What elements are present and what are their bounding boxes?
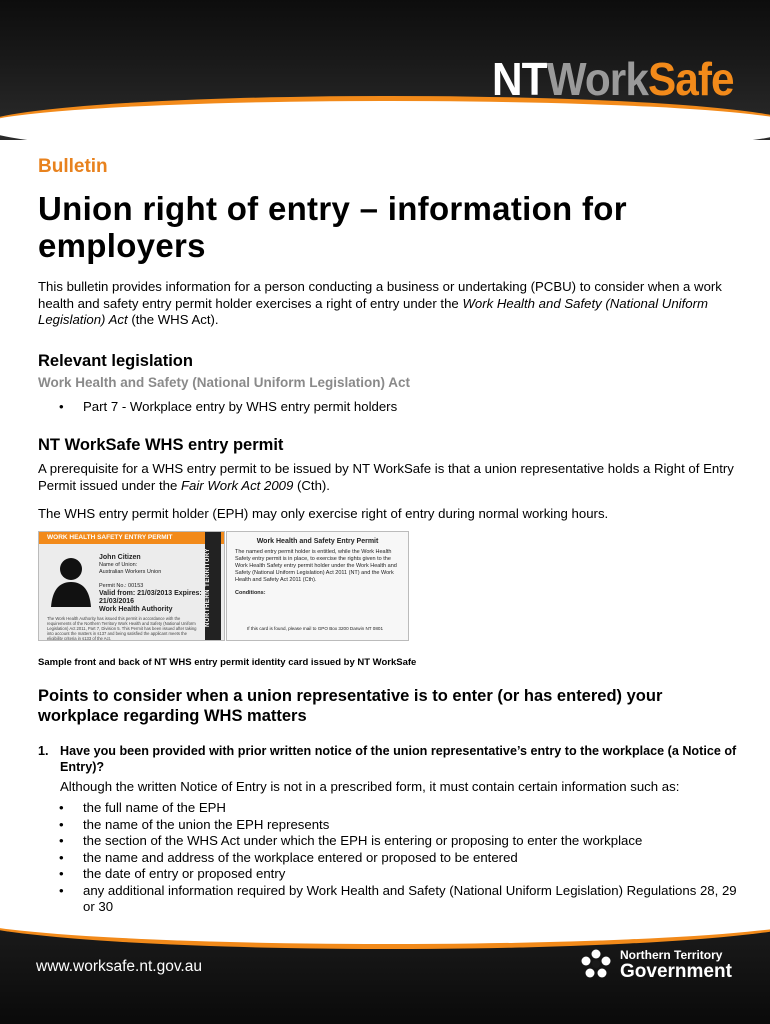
nt-worksafe-logo: NTWorkSafe xyxy=(492,53,734,105)
card-side-bar: NORTHERN TERRITORY xyxy=(205,532,221,641)
list-item: • the name and address of the workplace entered or proposed to be entered xyxy=(38,850,738,867)
question-1-body: Although the written Notice of Entry is not in a prescribed form, it must contain certain information such as: xyxy=(60,778,680,794)
card-strip: WORK HEALTH SAFETY ENTRY PERMIT xyxy=(39,532,225,544)
list-item: • the name of the union the EPH represents xyxy=(38,817,738,834)
card-front-footnote: The Work Health Authority has issued this permit in accordance with the requirements of the Northern Territory Work Health and Safety (National Uniform Legislation) Act 2011, Part 7, Division 5. This Permit has been issued after taking into account the matters in s137 and being satisfied the applicant meets the eligibility criteria in s133 of the Act. xyxy=(47,615,197,641)
permit-card-back: Work Health and Safety Entry Permit The named entry permit holder is entitled, while the Work Health Safety entry permit is in place, to exercise the rights given to the Work Health Safety entry permit holder under the Work Health and Safety (National Uniform Legislation) Act 2011 (NT) and the Work Health and Safety Act 2011 (Cth). Conditions: If this card is found, please mail to GPO Box 3200 Darwin NT 0801 xyxy=(226,531,409,641)
list-item: • the date of entry or proposed entry xyxy=(38,866,738,883)
nt-government-logo: Northern Territory Government xyxy=(580,946,740,986)
legislation-list xyxy=(38,399,738,416)
list-item: • any additional information required by Work Health and Safety (National Uniform Legislation) Regulations 28, 29 or 30 xyxy=(38,883,738,916)
person-silhouette-icon xyxy=(49,552,93,607)
legislation-subheading: Work Health and Safety (National Uniform Legislation) Act xyxy=(38,374,411,390)
document-label: Bulletin xyxy=(38,156,108,177)
permit-card-front xyxy=(38,531,225,641)
permit-paragraph-2: The WHS entry permit holder (EPH) may only exercise right of entry during normal working hours. xyxy=(38,506,609,521)
flower-emblem-icon xyxy=(580,948,612,980)
relevant-legislation-heading: Relevant legislation xyxy=(38,351,193,370)
document-body xyxy=(38,156,738,944)
question-1: 1. Have you been provided with prior written notice of the union representative’s entry to the workplace (a Notice of Entry)? xyxy=(38,743,737,774)
image-caption: Sample front and back of NT WHS entry permit identity card issued by NT WorkSafe xyxy=(38,656,417,668)
points-section xyxy=(38,686,738,945)
permit-paragraph-1: A prerequisite for a WHS entry permit to be issued by NT WorkSafe is that a union representative holds a Right of Entry Permit issued under the Fair Work Act 2009 (Cth). xyxy=(38,461,734,493)
page-title: Union right of entry – information for employers xyxy=(38,190,627,264)
page-header xyxy=(0,0,770,140)
list-item: • the section of the WHS Act under which the EPH is entering or proposing to enter the workplace xyxy=(38,833,738,850)
footer-url[interactable]: www.worksafe.nt.gov.au xyxy=(36,958,202,975)
list-item: • Part 7 - Workplace entry by WHS entry permit holders xyxy=(38,399,738,416)
page-footer xyxy=(0,924,770,1024)
intro-paragraph: This bulletin provides information for a person conducting a business or undertaking (PCBU) to consider when a work health and safety entry permit holder exercises a right of entry under the Work Health and Safety (National Uniform Legislation) Act (the WHS Act). xyxy=(38,279,722,327)
permit-section xyxy=(38,435,738,523)
permit-heading: NT WorkSafe WHS entry permit xyxy=(38,436,284,454)
points-heading: Points to consider when a union representative is to enter (or has entered) your workplace regarding WHS matters xyxy=(38,686,663,725)
list-item: • the full name of the EPH xyxy=(38,800,738,817)
notice-requirements-list xyxy=(38,800,738,916)
card-front-details: John Citizen Name of Union: Australian Workers Union Permit No.: 00153 Valid from: 21/03/2013 Expires: 21/03/2016 Work Health Authority xyxy=(99,553,202,613)
permit-card-images xyxy=(38,531,738,641)
